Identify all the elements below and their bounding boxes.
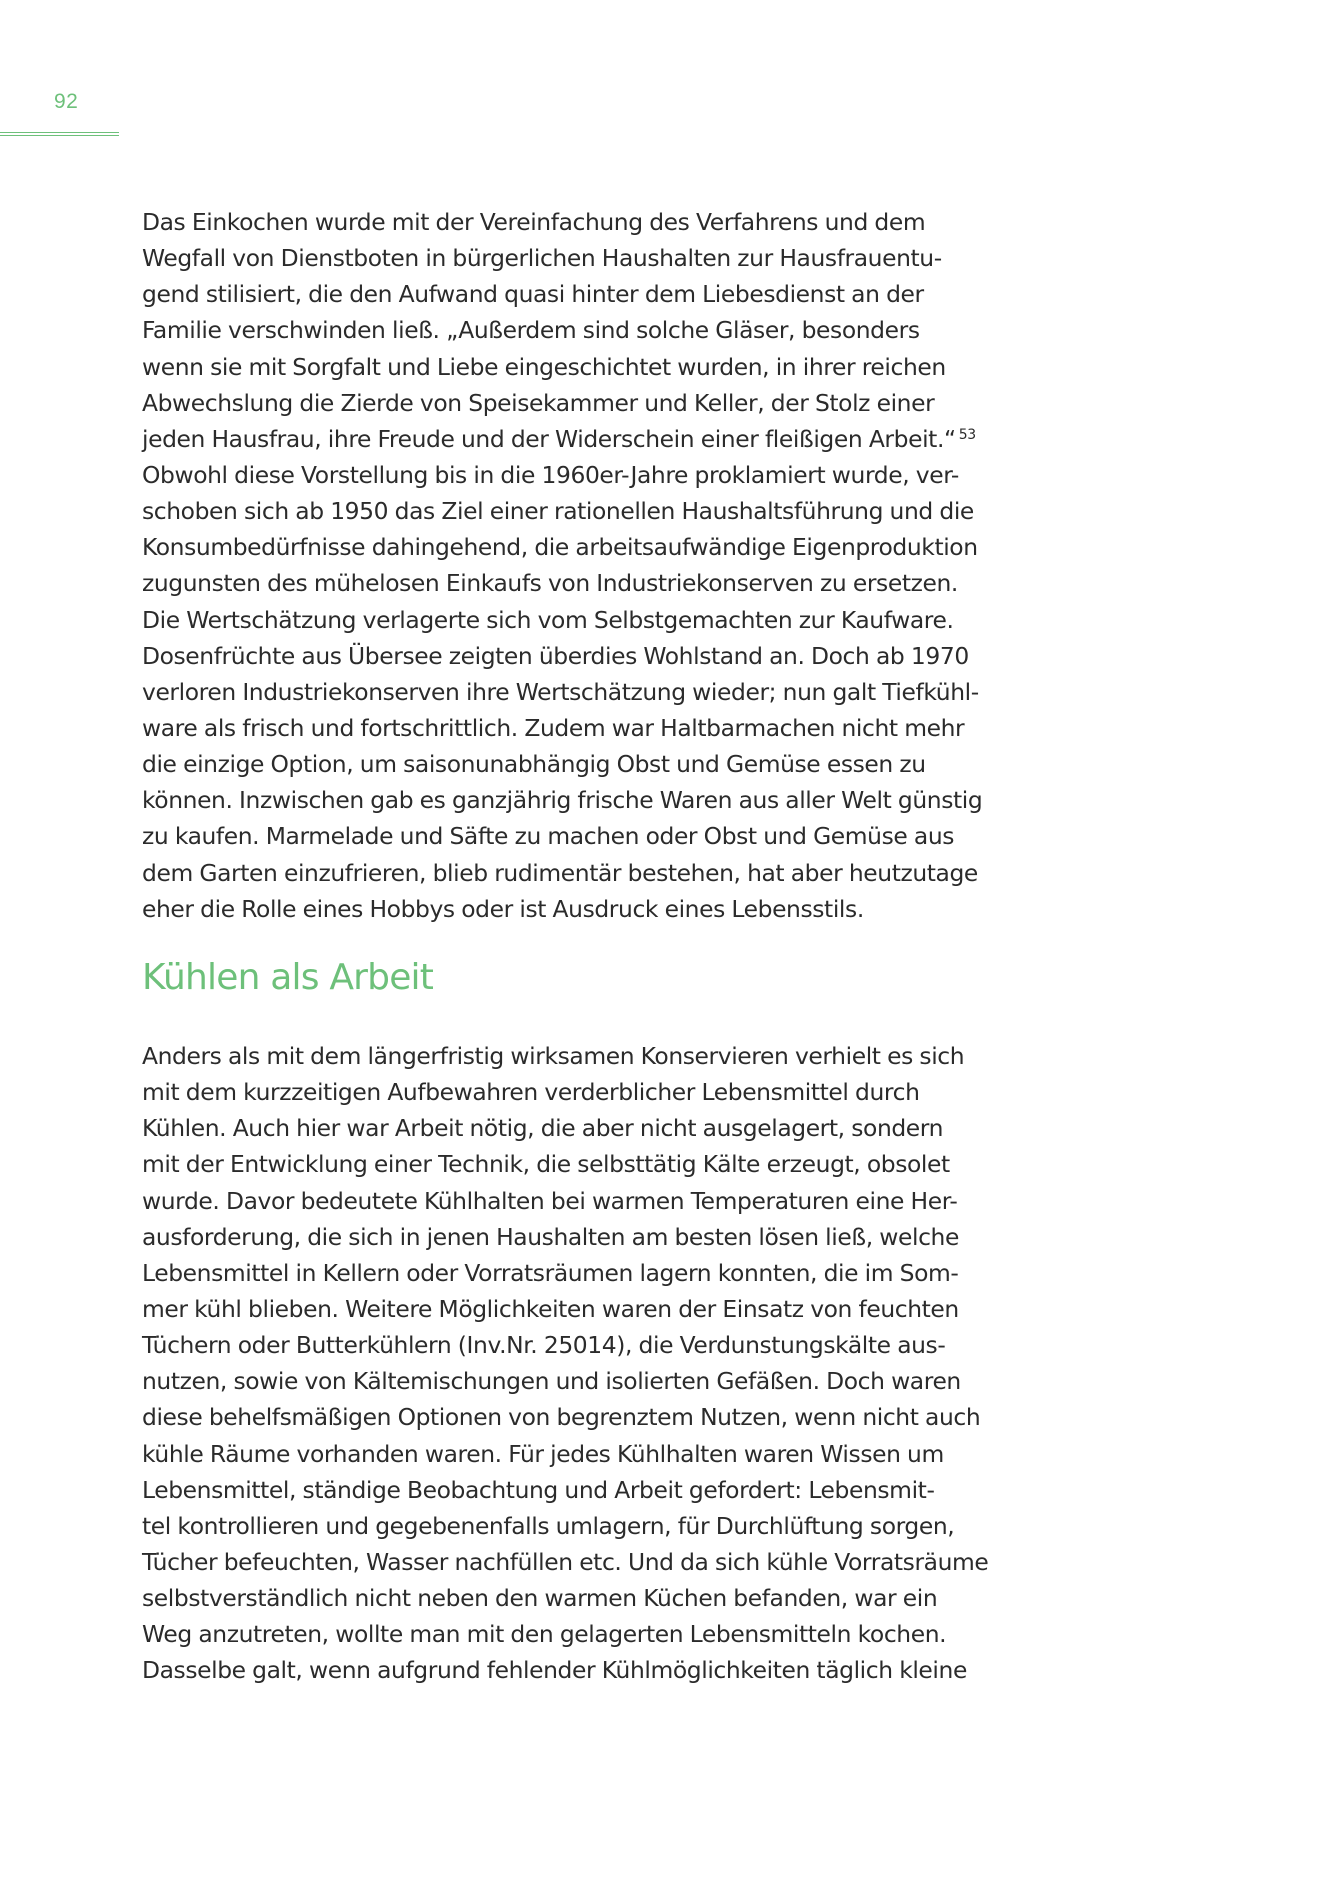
paragraph1-line [142,349,1042,385]
paragraph1-line [142,674,1042,710]
paragraph2-line [142,1436,1042,1472]
paragraph2-line [142,1183,1042,1219]
paragraph1-line-text: zu kaufen. Marmelade und Säfte zu machen oder Obst und Gemüse aus [142,822,955,851]
paragraph1-line [142,276,1042,312]
paragraph2-line [142,1074,1042,1110]
paragraph2-line-text: mit dem kurzzeitigen Aufbewahren verderblicher Lebensmittel durch [142,1078,920,1107]
paragraph1-line [142,312,1042,348]
paragraph2-line-text: Weg anzutreten, wollte man mit den gelagerten Lebensmitteln kochen. [142,1620,947,1649]
paragraph2-line [142,1508,1042,1544]
footnote-reference: 53 [958,426,976,443]
paragraph2-line [142,1652,1042,1688]
paragraph1-line-text: Obwohl diese Vorstellung bis in die 1960er-Jahre proklamiert wurde, ver- [142,460,959,489]
paragraph1-line-text: Konsumbedürfnisse dahingehend, die arbeitsaufwändige Eigenproduktion [142,533,978,562]
paragraph2-line-text: Kühlen. Auch hier war Arbeit nötig, die aber nicht ausgelagert, sondern [142,1114,944,1143]
paragraph2-line [142,1038,1042,1074]
paragraph2-line-text: Dasselbe galt, wenn aufgrund fehlender Kühlmöglichkeiten täglich kleine [142,1656,967,1685]
paragraph2-line [142,1110,1042,1146]
paragraph2-line [142,1580,1042,1616]
paragraph1-line-text: Wegfall von Dienstboten in bürgerlichen Haushalten zur Hausfrauentu- [142,244,942,273]
paragraph1-line [142,891,1042,927]
paragraph2-line-text: diese behelfsmäßigen Optionen von begrenztem Nutzen, wenn nicht auch [142,1403,981,1432]
paragraph2-line-text: Tüchern oder Butterkühlern (Inv.Nr. 25014), die Verdunstungskälte aus- [142,1331,946,1360]
paragraph1-line-text: dem Garten einzufrieren, blieb rudimentär bestehen, hat aber heutzutage [142,858,978,887]
body-text-section-1 [142,204,1042,927]
body-text-section-2 [142,1038,1042,1689]
paragraph2-line-text: nutzen, sowie von Kältemischungen und isolierten Gefäßen. Doch waren [142,1367,961,1396]
paragraph1-line [142,240,1042,276]
paragraph-2 [142,1038,1042,1689]
paragraph1-line-text: Dosenfrüchte aus Übersee zeigten überdies Wohlstand an. Doch ab 1970 [142,641,969,670]
header-rule-line-top [0,132,119,133]
paragraph2-line-text: Lebensmittel, ständige Beobachtung und Arbeit gefordert: Lebensmit- [142,1475,935,1504]
paragraph1-line-text: können. Inzwischen gab es ganzjährig frische Waren aus aller Welt günstig [142,786,983,815]
paragraph2-line-text: wurde. Davor bedeutete Kühlhalten bei warmen Temperaturen eine Her- [142,1186,958,1215]
paragraph1-line-text: verloren Industriekonserven ihre Wertschätzung wieder; nun galt Tiefkühl- [142,677,979,706]
paragraph1-line-text: Abwechslung die Zierde von Speisekammer und Keller, der Stolz einer [142,388,935,417]
paragraph1-line-text: zugunsten des mühelosen Einkaufs von Industriekonserven zu ersetzen. [142,569,958,598]
paragraph1-line [142,782,1042,818]
paragraph1-line [142,204,1042,240]
paragraph-1 [142,204,1042,927]
paragraph2-line [142,1291,1042,1327]
paragraph1-line-text: ware als frisch und fortschrittlich. Zudem war Haltbarmachen nicht mehr [142,713,965,742]
paragraph1-line-text: schoben sich ab 1950 das Ziel einer rationellen Haushaltsführung und die [142,497,974,526]
paragraph2-line [142,1616,1042,1652]
paragraph1-line-text: jeden Hausfrau, ihre Freude und der Widerschein einer fleißigen Arbeit.“ [142,424,956,453]
paragraph2-line-text: Lebensmittel in Kellern oder Vorratsräumen lagern konnten, die im Som- [142,1258,959,1287]
paragraph1-line-text: Die Wertschätzung verlagerte sich vom Selbstgemachten zur Kaufware. [142,605,954,634]
paragraph1-line [142,602,1042,638]
paragraph2-line-text: selbstverständlich nicht neben den warmen Küchen befanden, war ein [142,1584,938,1613]
paragraph1-line [142,457,1042,493]
paragraph2-line-text: ausforderung, die sich in jenen Haushalten am besten lösen ließ, welche [142,1222,959,1251]
paragraph1-line [142,710,1042,746]
paragraph1-line [142,818,1042,854]
paragraph1-line-text: wenn sie mit Sorgfalt und Liebe eingeschichtet wurden, in ihrer reichen [142,352,946,381]
paragraph1-line-text: gend stilisiert, die den Aufwand quasi hinter dem Liebesdienst an der [142,280,924,309]
paragraph1-line [142,565,1042,601]
header-rule [0,132,119,136]
paragraph1-line-text: die einzige Option, um saisonunabhängig Obst und Gemüse essen zu [142,750,926,779]
paragraph2-line [142,1327,1042,1363]
paragraph1-line-text: eher die Rolle eines Hobbys oder ist Ausdruck eines Lebensstils. [142,894,864,923]
header-rule-line-bottom [0,135,119,136]
paragraph1-line [142,638,1042,674]
paragraph2-line [142,1219,1042,1255]
paragraph2-line [142,1399,1042,1435]
paragraph2-line-text: mit der Entwicklung einer Technik, die selbsttätig Kälte erzeugt, obsolet [142,1150,950,1179]
paragraph1-line [142,421,1042,457]
paragraph1-line [142,855,1042,891]
paragraph2-line-text: Anders als mit dem längerfristig wirksamen Konservieren verhielt es sich [142,1042,965,1070]
paragraph2-line [142,1472,1042,1508]
paragraph2-line [142,1255,1042,1291]
paragraph2-line-text: Tücher befeuchten, Wasser nachfüllen etc. Und da sich kühle Vorratsräume [142,1547,989,1576]
paragraph2-line [142,1146,1042,1182]
paragraph2-line [142,1363,1042,1399]
paragraph1-line-text: Das Einkochen wurde mit der Vereinfachung des Verfahrens und dem [142,208,926,236]
paragraph1-line [142,746,1042,782]
section-heading: Kühlen als Arbeit [142,957,434,998]
paragraph2-line-text: mer kühl blieben. Weitere Möglichkeiten waren der Einsatz von feuchten [142,1294,959,1323]
paragraph1-line [142,385,1042,421]
page-number: 92 [54,90,79,113]
paragraph1-line [142,493,1042,529]
paragraph1-line-text: Familie verschwinden ließ. „Außerdem sind solche Gläser, besonders [142,316,920,345]
paragraph2-line-text: tel kontrollieren und gegebenenfalls umlagern, für Durchlüftung sorgen, [142,1511,955,1540]
paragraph1-line [142,529,1042,565]
paragraph2-line-text: kühle Räume vorhanden waren. Für jedes Kühlhalten waren Wissen um [142,1439,944,1468]
paragraph2-line [142,1544,1042,1580]
